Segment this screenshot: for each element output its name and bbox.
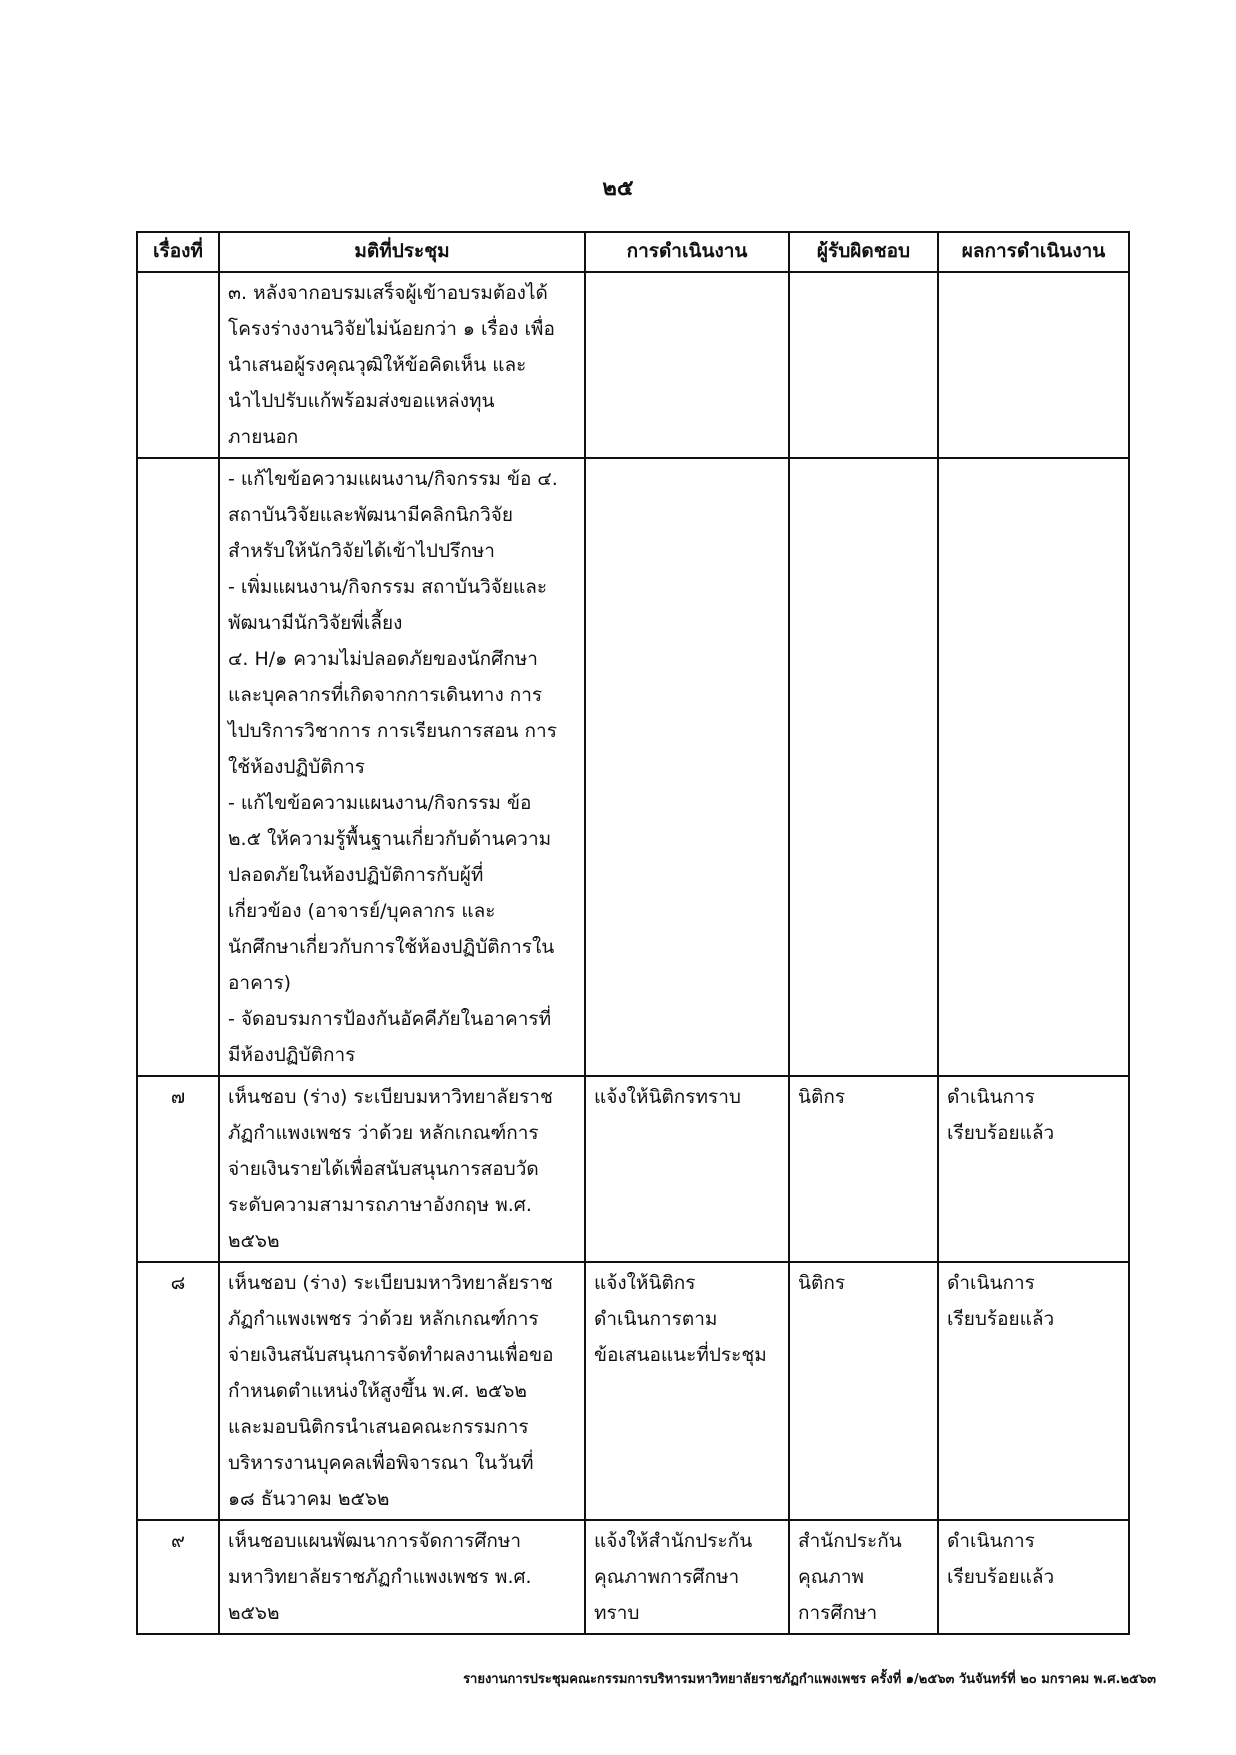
- cell-resolution: [219, 1076, 585, 1262]
- cell-text-line: นำเสนอผู้รงคุณวุฒิให้ข้อคิดเห็น และ: [228, 354, 527, 376]
- cell-text-line: จ่ายเงินสนับสนุนการจัดทำผลงานเพื่อขอ: [228, 1344, 554, 1366]
- cell-text-line: ๔. H/๑ ความไม่ปลอดภัยของนักศึกษา: [228, 648, 538, 670]
- cell-text-line: - เพิ่มแผนงาน/กิจกรรม สถาบันวิจัยและ: [228, 576, 548, 598]
- header-resolution: มติที่ประชุม: [219, 232, 585, 272]
- cell-text-line: ภายนอก: [228, 426, 299, 448]
- cell-result: [938, 1520, 1129, 1634]
- cell-text-line: คุณภาพ: [798, 1566, 865, 1588]
- cell-resolution: [219, 458, 585, 1076]
- cell-text-line: ดำเนินการตาม: [594, 1308, 718, 1330]
- table-body: [137, 272, 1129, 1634]
- cell-text-line: ไปบริการวิชาการ การเรียนการสอน การ: [228, 720, 557, 742]
- header-item-number: เรื่องที่: [137, 232, 219, 272]
- cell-text-line: ภัฏกำแพงเพชร ว่าด้วย หลักเกณฑ์การ: [228, 1308, 539, 1330]
- cell-responsible: [789, 458, 938, 1076]
- cell-text-line: - แก้ไขข้อความแผนงาน/กิจกรรม ข้อ: [228, 792, 532, 814]
- cell-text-line: ๓. หลังจากอบรมเสร็จผู้เข้าอบรมต้องได้: [228, 282, 548, 304]
- cell-resolution: [219, 272, 585, 458]
- cell-text-line: แจ้งให้นิติกร: [594, 1272, 696, 1294]
- cell-text-line: ๒๕๖๒: [228, 1230, 280, 1252]
- cell-text-line: เห็นชอบ (ร่าง) ระเบียบมหาวิทยาลัยราช: [228, 1272, 553, 1294]
- cell-result: [938, 1076, 1129, 1262]
- cell-result: [938, 458, 1129, 1076]
- header-action: การดำเนินงาน: [585, 232, 789, 272]
- cell-text-line: เห็นชอบ (ร่าง) ระเบียบมหาวิทยาลัยราช: [228, 1086, 553, 1108]
- cell-text-line: ๑๘ ธันวาคม ๒๕๖๒: [228, 1488, 390, 1510]
- cell-responsible: [789, 1520, 938, 1634]
- cell-text-line: มหาวิทยาลัยราชภัฏกำแพงเพชร พ.ศ.: [228, 1566, 532, 1588]
- table-row: [137, 1076, 1129, 1262]
- cell-text-line: และบุคลากรที่เกิดจากการเดินทาง การ: [228, 684, 543, 706]
- table-row: [137, 1520, 1129, 1634]
- cell-text-line: จ่ายเงินรายได้เพื่อสนับสนุนการสอบวัด: [228, 1158, 539, 1180]
- cell-text-line: อาคาร): [228, 972, 292, 994]
- page-footer: รายงานการประชุมคณะกรรมการบริหารมหาวิทยาลัยราชภัฏกำแพงเพชร ครั้งที่ ๑/๒๕๖๓ วันจันทร์ที่ ๒๐ มกราคม พ.ศ.๒๕๖๓: [463, 1672, 1156, 1687]
- cell-text-line: กำหนดตำแหน่งให้สูงขึ้น พ.ศ. ๒๕๖๒: [228, 1380, 527, 1402]
- cell-responsible: [789, 1076, 938, 1262]
- cell-text-line: - จัดอบรมการป้องกันอัคคีภัยในอาคารที่: [228, 1008, 552, 1030]
- cell-item-number: ๙: [137, 1520, 219, 1634]
- cell-text-line: - แก้ไขข้อความแผนงาน/กิจกรรม ข้อ ๔.: [228, 468, 558, 490]
- cell-text-line: เห็นชอบแผนพัฒนาการจัดการศึกษา: [228, 1530, 522, 1552]
- cell-text-line: ๒๕๖๒: [228, 1602, 280, 1624]
- cell-responsible: [789, 1262, 938, 1520]
- cell-text-line: เรียบร้อยแล้ว: [947, 1122, 1055, 1144]
- cell-text-line: มีห้องปฏิบัติการ: [228, 1044, 356, 1066]
- cell-action: [585, 1520, 789, 1634]
- cell-action: [585, 458, 789, 1076]
- cell-text-line: เรียบร้อยแล้ว: [947, 1566, 1055, 1588]
- cell-resolution: [219, 1262, 585, 1520]
- cell-text-line: โครงร่างงานวิจัยไม่น้อยกว่า ๑ เรื่อง เพื่อ: [228, 318, 555, 340]
- cell-text-line: นำไปปรับแก้พร้อมส่งขอแหล่งทุน: [228, 390, 495, 412]
- cell-text-line: ภัฏกำแพงเพชร ว่าด้วย หลักเกณฑ์การ: [228, 1122, 539, 1144]
- cell-text-line: ข้อเสนอแนะที่ประชุม: [594, 1344, 767, 1366]
- cell-result: [938, 1262, 1129, 1520]
- cell-text-line: คุณภาพการศึกษา: [594, 1566, 740, 1588]
- cell-text-line: นิติกร: [798, 1086, 846, 1108]
- table-row: [137, 458, 1129, 1076]
- cell-text-line: นิติกร: [798, 1272, 846, 1294]
- cell-text-line: ระดับความสามารถภาษาอังกฤษ พ.ศ.: [228, 1194, 532, 1216]
- cell-text-line: การศึกษา: [798, 1602, 878, 1624]
- cell-text-line: ทราบ: [594, 1602, 640, 1624]
- cell-text-line: นักศึกษาเกี่ยวกับการใช้ห้องปฏิบัติการใน: [228, 936, 555, 958]
- table-row: [137, 272, 1129, 458]
- cell-text-line: ดำเนินการ: [947, 1086, 1035, 1108]
- cell-text-line: ใช้ห้องปฏิบัติการ: [228, 756, 365, 778]
- cell-text-line: และมอบนิติกรนำเสนอคณะกรรมการ: [228, 1416, 529, 1438]
- cell-text-line: สถาบันวิจัยและพัฒนามีคลิกนิกวิจัย: [228, 504, 513, 526]
- cell-text-line: ปลอดภัยในห้องปฏิบัติการกับผู้ที่: [228, 864, 484, 886]
- cell-text-line: เรียบร้อยแล้ว: [947, 1308, 1055, 1330]
- cell-text-line: บริหารงานบุคคลเพื่อพิจารณา ในวันที่: [228, 1452, 534, 1474]
- cell-text-line: ดำเนินการ: [947, 1530, 1035, 1552]
- cell-result: [938, 272, 1129, 458]
- cell-action: [585, 1262, 789, 1520]
- header-responsible: ผู้รับผิดชอบ: [789, 232, 938, 272]
- cell-text-line: สำนักประกัน: [798, 1530, 902, 1552]
- cell-text-line: แจ้งให้นิติกรทราบ: [594, 1086, 741, 1108]
- cell-action: [585, 272, 789, 458]
- cell-action: [585, 1076, 789, 1262]
- cell-item-number: [137, 272, 219, 458]
- table-header-row: [137, 232, 1129, 272]
- cell-text-line: สำหรับให้นักวิจัยได้เข้าไปปรึกษา: [228, 540, 495, 562]
- meeting-resolutions-table: [136, 231, 1130, 1635]
- cell-resolution: [219, 1520, 585, 1634]
- cell-text-line: เกี่ยวข้อง (อาจารย์/บุคลากร และ: [228, 900, 496, 922]
- cell-text-line: ดำเนินการ: [947, 1272, 1035, 1294]
- cell-item-number: [137, 458, 219, 1076]
- cell-responsible: [789, 272, 938, 458]
- cell-text-line: แจ้งให้สำนักประกัน: [594, 1530, 753, 1552]
- table-row: [137, 1262, 1129, 1520]
- cell-text-line: ๒.๕ ให้ความรู้พื้นฐานเกี่ยวกับด้านความ: [228, 828, 552, 850]
- cell-text-line: พัฒนามีนักวิจัยพี่เลี้ยง: [228, 612, 403, 634]
- header-result: ผลการดำเนินงาน: [938, 232, 1129, 272]
- page-number: ๒๕: [602, 176, 634, 201]
- cell-item-number: ๘: [137, 1262, 219, 1520]
- cell-item-number: ๗: [137, 1076, 219, 1262]
